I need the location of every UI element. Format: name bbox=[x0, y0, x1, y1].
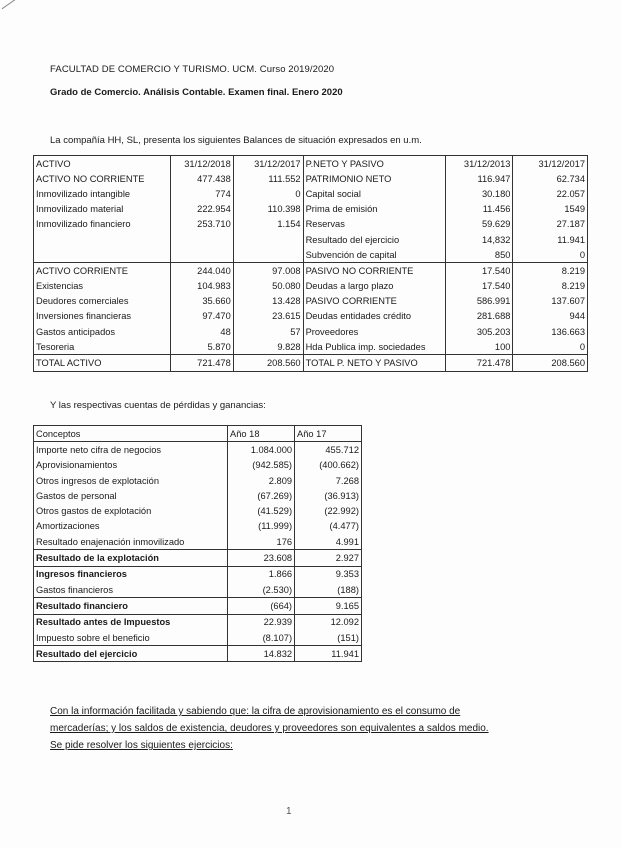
cell: 5.870 bbox=[170, 339, 233, 355]
cell: (11.999) bbox=[228, 519, 295, 534]
table-row bbox=[34, 566, 362, 582]
cell: 12.092 bbox=[295, 614, 362, 630]
cell: 944 bbox=[513, 309, 588, 324]
cell: Resultado antes de Impuestos bbox=[34, 614, 228, 630]
table-row bbox=[34, 473, 362, 488]
cell bbox=[34, 247, 171, 263]
cell: 35.660 bbox=[170, 294, 233, 309]
cell: 0 bbox=[513, 339, 588, 355]
cell: 57 bbox=[233, 324, 303, 339]
cell: ACTIVO bbox=[36, 158, 71, 169]
cell: Capital social bbox=[303, 186, 445, 201]
cell: 1549 bbox=[513, 202, 588, 217]
cell: 23.608 bbox=[228, 550, 295, 566]
cell: Importe neto cifra de negocios bbox=[36, 444, 162, 455]
cell: 31/12/2017 bbox=[233, 156, 303, 172]
table-row bbox=[34, 503, 362, 518]
cell: 0 bbox=[513, 247, 588, 263]
cell: 11.941 bbox=[295, 646, 362, 662]
cell: (22.992) bbox=[295, 503, 362, 518]
cell: PASIVO CORRIENTE bbox=[303, 294, 445, 309]
cell: PASIVO NO CORRIENTE bbox=[303, 263, 445, 279]
cell: Inmovilizado intangible bbox=[36, 188, 131, 199]
cell: Resultado del ejercicio bbox=[34, 646, 228, 662]
cell: Deudas entidades crédito bbox=[303, 309, 445, 324]
cell: 8.219 bbox=[513, 279, 588, 294]
cell: 850 bbox=[445, 247, 513, 263]
cell: 0 bbox=[233, 186, 303, 201]
balance-intro: La compañía HH, SL, presenta los siguientes Balances de situación expresados en u.m. bbox=[50, 135, 422, 146]
cell: 2.809 bbox=[228, 473, 295, 488]
cell: 586.991 bbox=[445, 294, 513, 309]
cell: 253.710 bbox=[170, 217, 233, 232]
cell: Ingresos financieros bbox=[34, 566, 228, 582]
cell: Deudas a largo plazo bbox=[303, 279, 445, 294]
cell: (188) bbox=[295, 582, 362, 598]
table-row bbox=[34, 598, 362, 614]
cell: 136.663 bbox=[513, 324, 588, 339]
cell: Hda Publica imp. sociedades bbox=[303, 339, 445, 355]
cell: Tesoreria bbox=[36, 341, 75, 352]
profit-loss-table bbox=[33, 425, 362, 662]
balance-sheet-table bbox=[33, 155, 588, 372]
cell: 59.629 bbox=[445, 217, 513, 232]
table-header bbox=[34, 426, 362, 442]
cell bbox=[34, 232, 171, 247]
cell: Reservas bbox=[303, 217, 445, 232]
cell: 31/12/2018 bbox=[170, 156, 233, 172]
cell bbox=[170, 247, 233, 263]
cell: (2.530) bbox=[228, 582, 295, 598]
cell: 48 bbox=[170, 324, 233, 339]
cell: 13.428 bbox=[233, 294, 303, 309]
cell: 23.615 bbox=[233, 309, 303, 324]
table-row bbox=[34, 186, 588, 201]
cell: 31/12/2013 bbox=[445, 156, 513, 172]
cell: 1.084.000 bbox=[228, 442, 295, 458]
cell: Subvención de capital bbox=[303, 247, 445, 263]
cell: 111.552 bbox=[233, 171, 303, 186]
cell: Año 17 bbox=[295, 426, 362, 442]
cell: 100 bbox=[445, 339, 513, 355]
cell: (664) bbox=[228, 598, 295, 614]
cell: 244.040 bbox=[170, 263, 233, 279]
cell: 2.927 bbox=[295, 550, 362, 566]
instructions: Con la información facilitada y sabiendo que: la cifra de aprovisionamiento es el consumo de mercaderías; y los saldos de existencia, deudores y proveedores son equivalentes a saldos medio. Se pide resolver los siguientes ejercicios: bbox=[50, 706, 489, 751]
table-row bbox=[34, 646, 362, 662]
cell: (400.662) bbox=[295, 458, 362, 473]
cell: 116.947 bbox=[445, 171, 513, 186]
cell: 97.008 bbox=[233, 263, 303, 279]
cell: 9.165 bbox=[295, 598, 362, 614]
cell: (8.107) bbox=[228, 630, 295, 646]
cell: (4.477) bbox=[295, 519, 362, 534]
cell: Inmovilizado material bbox=[36, 204, 124, 215]
cell: 9.353 bbox=[295, 566, 362, 582]
cell: Gastos de personal bbox=[36, 490, 117, 501]
cell: 14.832 bbox=[228, 646, 295, 662]
cell: Otros gastos de explotación bbox=[36, 506, 152, 517]
table-row bbox=[34, 550, 362, 566]
cell: Año 18 bbox=[228, 426, 295, 442]
table-row bbox=[34, 614, 362, 630]
cell: Existencias bbox=[36, 281, 84, 292]
cell: 208.560 bbox=[513, 355, 588, 371]
page-title: FACULTAD DE COMERCIO Y TURISMO. UCM. Curso 2019/2020 bbox=[50, 64, 335, 75]
cell: 22.939 bbox=[228, 614, 295, 630]
table-row bbox=[34, 309, 588, 324]
pl-intro: Y las respectivas cuentas de pérdidas y ganancias: bbox=[50, 400, 266, 411]
cell: Resultado enajenación inmovilizado bbox=[36, 536, 185, 547]
cell: 7.268 bbox=[295, 473, 362, 488]
table-row bbox=[34, 232, 588, 247]
cell: 281.688 bbox=[445, 309, 513, 324]
cell: 62.734 bbox=[513, 171, 588, 186]
table-row bbox=[34, 217, 588, 232]
table-row bbox=[34, 263, 588, 279]
table-row bbox=[34, 279, 588, 294]
page-number: 1 bbox=[286, 806, 292, 817]
cell: 14,832 bbox=[445, 232, 513, 247]
cell: 1.866 bbox=[228, 566, 295, 582]
cell: (36.913) bbox=[295, 488, 362, 503]
cell: Otros ingresos de explotación bbox=[36, 475, 159, 486]
cell: 104.983 bbox=[170, 279, 233, 294]
cell: ACTIVO NO CORRIENTE bbox=[36, 173, 145, 184]
cell: Proveedores bbox=[303, 324, 445, 339]
cell: 455.712 bbox=[295, 442, 362, 458]
cell: Conceptos bbox=[34, 426, 228, 442]
cell: (41.529) bbox=[228, 503, 295, 518]
cell: 222.954 bbox=[170, 202, 233, 217]
cell: TOTAL P. NETO Y PASIVO bbox=[303, 355, 445, 371]
table-row bbox=[34, 202, 588, 217]
cell: Inversiones financieras bbox=[36, 311, 132, 322]
cell bbox=[233, 232, 303, 247]
cell: 50.080 bbox=[233, 279, 303, 294]
scan-mark bbox=[2, 0, 21, 9]
cell: 97.470 bbox=[170, 309, 233, 324]
table-row bbox=[34, 488, 362, 503]
cell bbox=[170, 232, 233, 247]
cell: Deudores comerciales bbox=[36, 296, 129, 307]
cell: 11.456 bbox=[445, 202, 513, 217]
cell: 477.438 bbox=[170, 171, 233, 186]
cell: Resultado de la explotación bbox=[34, 550, 228, 566]
cell: Prima de emisión bbox=[303, 202, 445, 217]
cell: (151) bbox=[295, 630, 362, 646]
cell: 1.154 bbox=[233, 217, 303, 232]
page-subtitle: Grado de Comercio. Análisis Contable. Examen final. Enero 2020 bbox=[50, 87, 343, 98]
table-row bbox=[34, 171, 588, 186]
cell: Inmovilizado financiero bbox=[36, 219, 131, 230]
cell: Resultado del ejercicio bbox=[303, 232, 445, 247]
table-header bbox=[34, 156, 588, 172]
cell: (942.585) bbox=[228, 458, 295, 473]
cell: 774 bbox=[170, 186, 233, 201]
cell: 9.828 bbox=[233, 339, 303, 355]
cell: 11.941 bbox=[513, 232, 588, 247]
table-row bbox=[34, 339, 588, 355]
cell: 305.203 bbox=[445, 324, 513, 339]
cell: 176 bbox=[228, 534, 295, 550]
table-row bbox=[34, 294, 588, 309]
cell: ACTIVO CORRIENTE bbox=[34, 263, 171, 279]
cell: 208.560 bbox=[233, 355, 303, 371]
cell: Aprovisionamientos bbox=[36, 460, 118, 471]
cell: 721.478 bbox=[170, 355, 233, 371]
table-row bbox=[34, 324, 588, 339]
cell: 30.180 bbox=[445, 186, 513, 201]
total-row bbox=[34, 355, 588, 371]
cell: 721.478 bbox=[445, 355, 513, 371]
table-row bbox=[34, 458, 362, 473]
cell: Gastos financieros bbox=[36, 584, 113, 595]
cell: TOTAL ACTIVO bbox=[34, 355, 171, 371]
table-row bbox=[34, 519, 362, 534]
table-row bbox=[34, 582, 362, 598]
cell: 137.607 bbox=[513, 294, 588, 309]
cell bbox=[233, 247, 303, 263]
cell: 4.991 bbox=[295, 534, 362, 550]
cell: 27.187 bbox=[513, 217, 588, 232]
cell: (67.269) bbox=[228, 488, 295, 503]
cell: Impuesto sobre el beneficio bbox=[36, 632, 150, 643]
cell: Gastos anticipados bbox=[36, 326, 116, 337]
table-row bbox=[34, 247, 588, 263]
cell: 17.540 bbox=[445, 279, 513, 294]
cell: 22.057 bbox=[513, 186, 588, 201]
table-row bbox=[34, 442, 362, 458]
cell: 8.219 bbox=[513, 263, 588, 279]
table-row bbox=[34, 534, 362, 550]
cell: 110.398 bbox=[233, 202, 303, 217]
cell: Amortizaciones bbox=[36, 521, 100, 532]
cell: P.NETO Y PASIVO bbox=[303, 156, 445, 172]
cell: PATRIMONIO NETO bbox=[303, 171, 445, 186]
table-row bbox=[34, 630, 362, 646]
cell: 17.540 bbox=[445, 263, 513, 279]
cell: 31/12/2017 bbox=[513, 156, 588, 172]
cell: Resultado financiero bbox=[34, 598, 228, 614]
